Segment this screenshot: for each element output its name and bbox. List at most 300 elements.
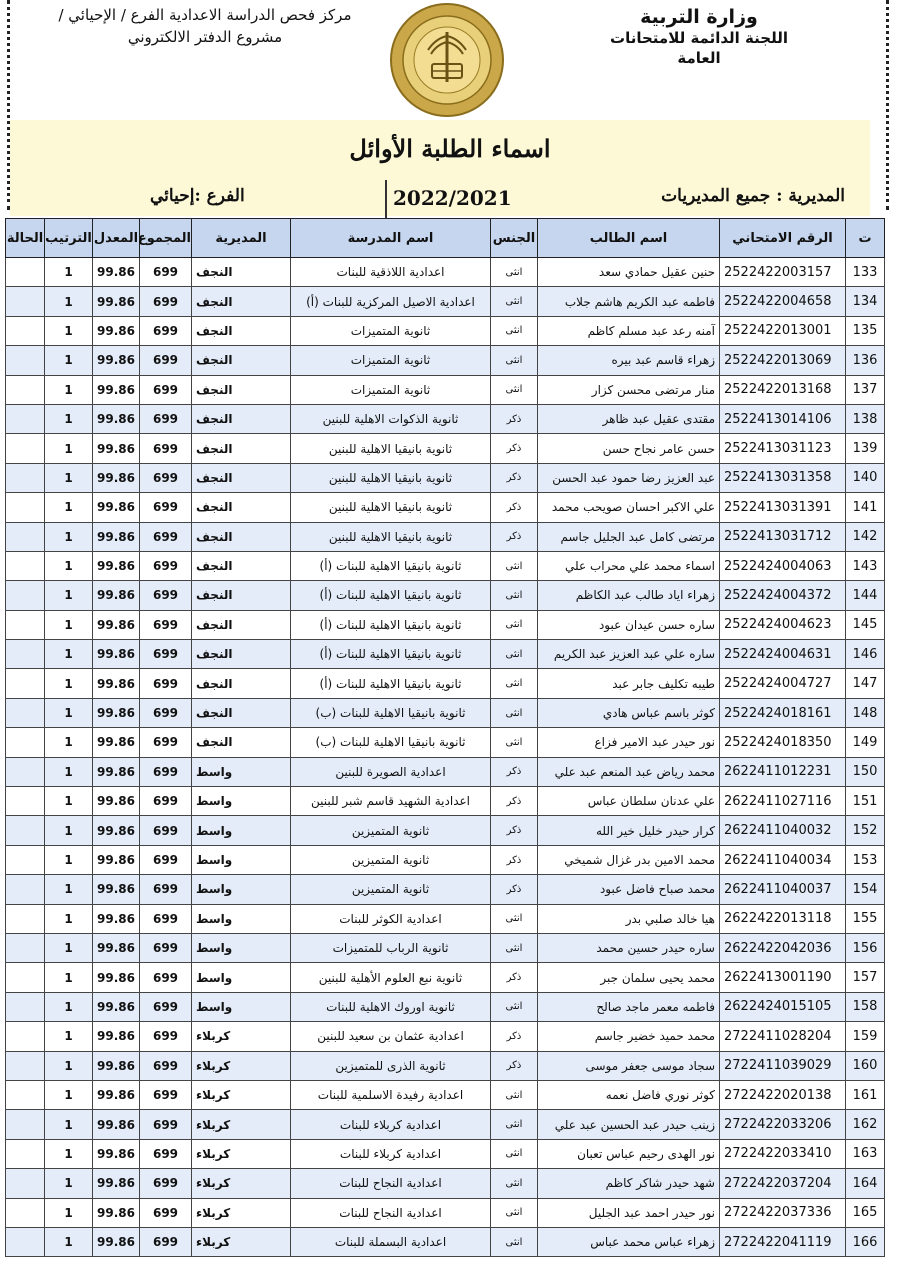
cell-exam-number: 2522424004372 — [720, 581, 846, 610]
cell-student-name: كرار حيدر خليل خير الله — [538, 816, 720, 845]
cell-number: 146 — [846, 640, 885, 669]
table-row — [6, 1139, 885, 1168]
cell-school-name: ثانوية المتميزات — [291, 375, 491, 404]
cell-exam-number: 2522424004623 — [720, 610, 846, 639]
cell-gender: انثى — [491, 1139, 538, 1168]
cell-gender: ذكر — [491, 493, 538, 522]
cell-average: 99.86 — [93, 1169, 140, 1198]
cell-average: 99.86 — [93, 610, 140, 639]
cell-school-name: اعدادية النجاح للبنات — [291, 1198, 491, 1227]
cell-directorate: واسط — [192, 933, 291, 962]
cell-student-name: منار مرتضى محسن كزار — [538, 375, 720, 404]
cell-total: 699 — [140, 787, 192, 816]
cell-directorate: واسط — [192, 845, 291, 874]
table-row — [6, 728, 885, 757]
cell-total: 699 — [140, 522, 192, 551]
cell-average: 99.86 — [93, 787, 140, 816]
cell-rank: 1 — [45, 640, 93, 669]
cell-school-name: اعدادية كربلاء للبنات — [291, 1110, 491, 1139]
cell-number: 138 — [846, 404, 885, 433]
cell-number: 156 — [846, 933, 885, 962]
cell-rank: 1 — [45, 669, 93, 698]
cell-number: 166 — [846, 1227, 885, 1256]
cell-rank: 1 — [45, 1022, 93, 1051]
cell-exam-number: 2622422013118 — [720, 904, 846, 933]
cell-status — [6, 375, 45, 404]
cell-exam-number: 2522422013069 — [720, 346, 846, 375]
cell-directorate: كربلاء — [192, 1198, 291, 1227]
cell-status — [6, 581, 45, 610]
cell-gender: انثى — [491, 698, 538, 727]
cell-average: 99.86 — [93, 728, 140, 757]
cell-gender: ذكر — [491, 463, 538, 492]
cell-student-name: نور حيدر عبد الامير فزاع — [538, 728, 720, 757]
table-row — [6, 610, 885, 639]
cell-exam-number: 2622424015105 — [720, 992, 846, 1021]
ministry-seal-logo — [388, 2, 506, 118]
cell-number: 134 — [846, 287, 885, 316]
cell-directorate: النجف — [192, 316, 291, 345]
cell-exam-number: 2522422003157 — [720, 258, 846, 287]
cell-exam-number: 2522422004658 — [720, 287, 846, 316]
cell-exam-number: 2722422033410 — [720, 1139, 846, 1168]
cell-directorate: النجف — [192, 640, 291, 669]
cell-gender: انثى — [491, 1080, 538, 1109]
cell-exam-number: 2622411040032 — [720, 816, 846, 845]
table-row — [6, 581, 885, 610]
center-line-1: مركز فحص الدراسة الاعدادية الفرع / الإحيائي / — [58, 6, 352, 24]
cell-total: 699 — [140, 875, 192, 904]
cell-gender: انثى — [491, 316, 538, 345]
cell-rank: 1 — [45, 1080, 93, 1109]
cell-status — [6, 1227, 45, 1256]
cell-student-name: ساره علي عبد العزيز عبد الكريم — [538, 640, 720, 669]
cell-exam-number: 2522413014106 — [720, 404, 846, 433]
header-col-school-name: اسم المدرسة — [291, 219, 491, 258]
cell-rank: 1 — [45, 375, 93, 404]
table-row — [6, 287, 885, 316]
cell-directorate: النجف — [192, 346, 291, 375]
cell-directorate: واسط — [192, 816, 291, 845]
cell-rank: 1 — [45, 610, 93, 639]
cell-number: 135 — [846, 316, 885, 345]
cell-status — [6, 434, 45, 463]
cell-total: 699 — [140, 1169, 192, 1198]
table-row — [6, 698, 885, 727]
cell-school-name: ثانوية المتميزات — [291, 346, 491, 375]
cell-status — [6, 316, 45, 345]
cell-number: 141 — [846, 493, 885, 522]
cell-rank: 1 — [45, 875, 93, 904]
cell-total: 699 — [140, 1110, 192, 1139]
cell-school-name: ثانوية الرباب للمتميزات — [291, 933, 491, 962]
cell-total: 699 — [140, 640, 192, 669]
cell-total: 699 — [140, 610, 192, 639]
cell-average: 99.86 — [93, 1080, 140, 1109]
cell-directorate: واسط — [192, 963, 291, 992]
cell-school-name: ثانوية بانيقيا الاهلية للبنين — [291, 493, 491, 522]
cell-school-name: ثانوية بانيقيا الاهلية للبنات (أ) — [291, 640, 491, 669]
table-body — [6, 258, 885, 1257]
cell-student-name: علي الاكبر احسان صويحب محمد — [538, 493, 720, 522]
committee-name: اللجنة الدائمة للامتحانات العامة — [610, 29, 788, 67]
cell-exam-number: 2522424004631 — [720, 640, 846, 669]
cell-directorate: كربلاء — [192, 1051, 291, 1080]
cell-rank: 1 — [45, 463, 93, 492]
cell-total: 699 — [140, 728, 192, 757]
cell-number: 142 — [846, 522, 885, 551]
cell-total: 699 — [140, 1022, 192, 1051]
cell-gender: ذكر — [491, 404, 538, 433]
cell-student-name: عبد العزيز رضا حمود عبد الحسن — [538, 463, 720, 492]
cell-directorate: النجف — [192, 610, 291, 639]
cell-exam-number: 2522413031358 — [720, 463, 846, 492]
cell-rank: 1 — [45, 1139, 93, 1168]
table-header-row — [6, 219, 885, 258]
dotted-border-right — [886, 0, 889, 210]
header-col-total: المجموع — [140, 219, 192, 258]
cell-rank: 1 — [45, 757, 93, 786]
cell-gender: انثى — [491, 1227, 538, 1256]
cell-rank: 1 — [45, 1169, 93, 1198]
cell-exam-number: 2622411040037 — [720, 875, 846, 904]
table-row — [6, 933, 885, 962]
cell-school-name: ثانوية المتميزين — [291, 845, 491, 874]
cell-total: 699 — [140, 493, 192, 522]
cell-status — [6, 787, 45, 816]
table-row — [6, 669, 885, 698]
cell-average: 99.86 — [93, 522, 140, 551]
cell-number: 136 — [846, 346, 885, 375]
cell-exam-number: 2722422033206 — [720, 1110, 846, 1139]
cell-status — [6, 404, 45, 433]
cell-average: 99.86 — [93, 258, 140, 287]
cell-student-name: اسماء محمد علي محراب علي — [538, 551, 720, 580]
cell-number: 158 — [846, 992, 885, 1021]
cell-total: 699 — [140, 287, 192, 316]
table-row — [6, 640, 885, 669]
cell-student-name: نور الهدى رحيم عباس تعبان — [538, 1139, 720, 1168]
table-row — [6, 816, 885, 845]
cell-student-name: ساره حيدر حسين محمد — [538, 933, 720, 962]
cell-school-name: ثانوية بانيقيا الاهلية للبنات (أ) — [291, 669, 491, 698]
cell-directorate: واسط — [192, 904, 291, 933]
cell-status — [6, 698, 45, 727]
cell-average: 99.86 — [93, 992, 140, 1021]
table-row — [6, 346, 885, 375]
table-row — [6, 875, 885, 904]
cell-rank: 1 — [45, 1051, 93, 1080]
cell-average: 99.86 — [93, 581, 140, 610]
cell-total: 699 — [140, 404, 192, 433]
cell-student-name: محمد رياض عبد المنعم عبد علي — [538, 757, 720, 786]
cell-rank: 1 — [45, 816, 93, 845]
cell-rank: 1 — [45, 1110, 93, 1139]
cell-status — [6, 933, 45, 962]
table-row — [6, 551, 885, 580]
cell-student-name: محمد يحيى سلمان جبر — [538, 963, 720, 992]
cell-average: 99.86 — [93, 316, 140, 345]
cell-school-name: ثانوية الذرى للمتميزين — [291, 1051, 491, 1080]
cell-average: 99.86 — [93, 346, 140, 375]
cell-student-name: فاطمه معمر ماجد صالح — [538, 992, 720, 1021]
cell-directorate: كربلاء — [192, 1022, 291, 1051]
cell-rank: 1 — [45, 258, 93, 287]
cell-directorate: النجف — [192, 375, 291, 404]
cell-rank: 1 — [45, 728, 93, 757]
cell-average: 99.86 — [93, 287, 140, 316]
cell-rank: 1 — [45, 933, 93, 962]
cell-student-name: مرتضى كامل عبد الجليل جاسم — [538, 522, 720, 551]
cell-status — [6, 963, 45, 992]
cell-average: 99.86 — [93, 816, 140, 845]
cell-student-name: زهراء اياد طالب عبد الكاظم — [538, 581, 720, 610]
table-row — [6, 1227, 885, 1256]
cell-exam-number: 2622411012231 — [720, 757, 846, 786]
cell-directorate: النجف — [192, 404, 291, 433]
cell-status — [6, 346, 45, 375]
cell-directorate: النجف — [192, 522, 291, 551]
cell-average: 99.86 — [93, 1198, 140, 1227]
cell-rank: 1 — [45, 963, 93, 992]
cell-directorate: النجف — [192, 551, 291, 580]
cell-directorate: واسط — [192, 875, 291, 904]
cell-average: 99.86 — [93, 1139, 140, 1168]
ministry-header — [589, 6, 809, 68]
cell-status — [6, 757, 45, 786]
header-col-directorate: المديرية — [192, 219, 291, 258]
cell-rank: 1 — [45, 581, 93, 610]
cell-school-name: اعدادية الاصيل المركزية للبنات (أ) — [291, 287, 491, 316]
cell-student-name: زينب حيدر عبد الحسين عبد علي — [538, 1110, 720, 1139]
cell-status — [6, 728, 45, 757]
cell-average: 99.86 — [93, 551, 140, 580]
cell-status — [6, 640, 45, 669]
cell-student-name: محمد صباح فاضل عبود — [538, 875, 720, 904]
cell-school-name: ثانوية المتميزين — [291, 875, 491, 904]
table-row — [6, 1198, 885, 1227]
cell-school-name: ثانوية بانيقيا الاهلية للبنات (ب) — [291, 728, 491, 757]
cell-gender: انثى — [491, 933, 538, 962]
cell-number: 151 — [846, 787, 885, 816]
cell-total: 699 — [140, 698, 192, 727]
cell-total: 699 — [140, 375, 192, 404]
cell-total: 699 — [140, 1198, 192, 1227]
cell-exam-number: 2722422020138 — [720, 1080, 846, 1109]
cell-directorate: واسط — [192, 757, 291, 786]
cell-rank: 1 — [45, 493, 93, 522]
header-col-rank: الترتيب — [45, 219, 93, 258]
cell-status — [6, 1080, 45, 1109]
cell-number: 162 — [846, 1110, 885, 1139]
cell-gender: ذكر — [491, 1051, 538, 1080]
cell-gender: ذكر — [491, 1022, 538, 1051]
cell-number: 133 — [846, 258, 885, 287]
cell-directorate: كربلاء — [192, 1139, 291, 1168]
cell-total: 699 — [140, 316, 192, 345]
cell-total: 699 — [140, 1051, 192, 1080]
cell-directorate: النجف — [192, 287, 291, 316]
cell-gender: ذكر — [491, 963, 538, 992]
cell-exam-number: 2622411040034 — [720, 845, 846, 874]
cell-rank: 1 — [45, 992, 93, 1021]
cell-directorate: النجف — [192, 463, 291, 492]
cell-school-name: اعدادية الكوثر للبنات — [291, 904, 491, 933]
cell-status — [6, 1198, 45, 1227]
table-row — [6, 258, 885, 287]
cell-gender: ذكر — [491, 845, 538, 874]
cell-total: 699 — [140, 963, 192, 992]
cell-average: 99.86 — [93, 463, 140, 492]
academic-year: 2022/2021 — [393, 186, 512, 210]
table-row — [6, 1110, 885, 1139]
cell-school-name: ثانوية بانيقيا الاهلية للبنين — [291, 434, 491, 463]
cell-rank: 1 — [45, 346, 93, 375]
cell-gender: انثى — [491, 640, 538, 669]
cell-total: 699 — [140, 551, 192, 580]
cell-student-name: كوثر باسم عباس هادي — [538, 698, 720, 727]
cell-total: 699 — [140, 933, 192, 962]
cell-gender: انثى — [491, 375, 538, 404]
cell-exam-number: 2722422037336 — [720, 1198, 846, 1227]
cell-directorate: كربلاء — [192, 1080, 291, 1109]
cell-status — [6, 610, 45, 639]
cell-total: 699 — [140, 346, 192, 375]
cell-average: 99.86 — [93, 669, 140, 698]
cell-total: 699 — [140, 1080, 192, 1109]
cell-gender: انثى — [491, 258, 538, 287]
cell-average: 99.86 — [93, 434, 140, 463]
header-col-number: ت — [846, 219, 885, 258]
cell-status — [6, 463, 45, 492]
cell-exam-number: 2522413031391 — [720, 493, 846, 522]
cell-number: 153 — [846, 845, 885, 874]
meta-row — [0, 186, 900, 212]
cell-school-name: ثانوية نبع العلوم الأهلية للبنين — [291, 963, 491, 992]
cell-school-name: اعدادية الصويرة للبنين — [291, 757, 491, 786]
cell-student-name: حنين عقيل حمادي سعد — [538, 258, 720, 287]
cell-gender: ذكر — [491, 787, 538, 816]
cell-school-name: ثانوية المتميزين — [291, 816, 491, 845]
cell-average: 99.86 — [93, 404, 140, 433]
table-row — [6, 404, 885, 433]
cell-student-name: سجاد موسى جعفر موسى — [538, 1051, 720, 1080]
cell-status — [6, 669, 45, 698]
cell-rank: 1 — [45, 287, 93, 316]
cell-directorate: النجف — [192, 434, 291, 463]
table-row — [6, 522, 885, 551]
table-row — [6, 375, 885, 404]
table-row — [6, 434, 885, 463]
cell-total: 699 — [140, 904, 192, 933]
cell-directorate: كربلاء — [192, 1169, 291, 1198]
header-col-student-name: اسم الطالب — [538, 219, 720, 258]
cell-directorate: النجف — [192, 728, 291, 757]
cell-student-name: كوثر نوري فاضل نعمه — [538, 1080, 720, 1109]
cell-exam-number: 2522424018350 — [720, 728, 846, 757]
cell-directorate: كربلاء — [192, 1227, 291, 1256]
cell-school-name: اعدادية رفيدة الاسلمية للبنات — [291, 1080, 491, 1109]
cell-average: 99.86 — [93, 375, 140, 404]
cell-student-name: زهراء قاسم عبد بيره — [538, 346, 720, 375]
cell-directorate: كربلاء — [192, 1110, 291, 1139]
cell-status — [6, 1110, 45, 1139]
cell-student-name: علي عدنان سلطان عباس — [538, 787, 720, 816]
cell-student-name: طيبه تكليف جابر عبد — [538, 669, 720, 698]
cell-rank: 1 — [45, 404, 93, 433]
cell-gender: انثى — [491, 581, 538, 610]
cell-school-name: ثانوية الذكوات الاهلية للبنين — [291, 404, 491, 433]
cell-status — [6, 845, 45, 874]
cell-school-name: اعدادية النجاح للبنات — [291, 1169, 491, 1198]
table-row — [6, 845, 885, 874]
cell-exam-number: 2622411027116 — [720, 787, 846, 816]
cell-exam-number: 2722411028204 — [720, 1022, 846, 1051]
cell-number: 160 — [846, 1051, 885, 1080]
cell-exam-number: 2522413031712 — [720, 522, 846, 551]
table-row — [6, 316, 885, 345]
cell-school-name: اعدادية الشهيد قاسم شبر للبنين — [291, 787, 491, 816]
cell-directorate: النجف — [192, 493, 291, 522]
header-col-average: المعدل — [93, 219, 140, 258]
cell-number: 149 — [846, 728, 885, 757]
cell-rank: 1 — [45, 1227, 93, 1256]
cell-average: 99.86 — [93, 845, 140, 874]
cell-student-name: شهد حيدر شاكر كاظم — [538, 1169, 720, 1198]
cell-total: 699 — [140, 581, 192, 610]
table-row — [6, 992, 885, 1021]
cell-school-name: ثانوية المتميزات — [291, 316, 491, 345]
cell-number: 145 — [846, 610, 885, 639]
cell-average: 99.86 — [93, 904, 140, 933]
cell-exam-number: 2722411039029 — [720, 1051, 846, 1080]
cell-average: 99.86 — [93, 640, 140, 669]
cell-average: 99.86 — [93, 1227, 140, 1256]
table-row — [6, 1051, 885, 1080]
cell-number: 143 — [846, 551, 885, 580]
cell-exam-number: 2522422013168 — [720, 375, 846, 404]
cell-status — [6, 287, 45, 316]
table-header — [6, 219, 885, 258]
cell-average: 99.86 — [93, 963, 140, 992]
cell-rank: 1 — [45, 551, 93, 580]
cell-gender: ذكر — [491, 757, 538, 786]
cell-gender: انثى — [491, 1110, 538, 1139]
cell-student-name: حسن عامر نجاح حسن — [538, 434, 720, 463]
cell-student-name: هيا خالد صلبي بدر — [538, 904, 720, 933]
cell-exam-number: 2622413001190 — [720, 963, 846, 992]
cell-gender: ذكر — [491, 522, 538, 551]
cell-total: 699 — [140, 434, 192, 463]
cell-number: 144 — [846, 581, 885, 610]
cell-average: 99.86 — [93, 1110, 140, 1139]
cell-rank: 1 — [45, 904, 93, 933]
cell-average: 99.86 — [93, 698, 140, 727]
cell-gender: ذكر — [491, 816, 538, 845]
header-col-gender: الجنس — [491, 219, 538, 258]
cell-rank: 1 — [45, 1198, 93, 1227]
cell-student-name: محمد حميد خضير جاسم — [538, 1022, 720, 1051]
cell-student-name: زهراء عباس محمد عباس — [538, 1227, 720, 1256]
cell-status — [6, 1169, 45, 1198]
cell-number: 164 — [846, 1169, 885, 1198]
table-row — [6, 1080, 885, 1109]
cell-number: 150 — [846, 757, 885, 786]
cell-number: 159 — [846, 1022, 885, 1051]
cell-exam-number: 2522422013001 — [720, 316, 846, 345]
table-row — [6, 463, 885, 492]
cell-status — [6, 258, 45, 287]
